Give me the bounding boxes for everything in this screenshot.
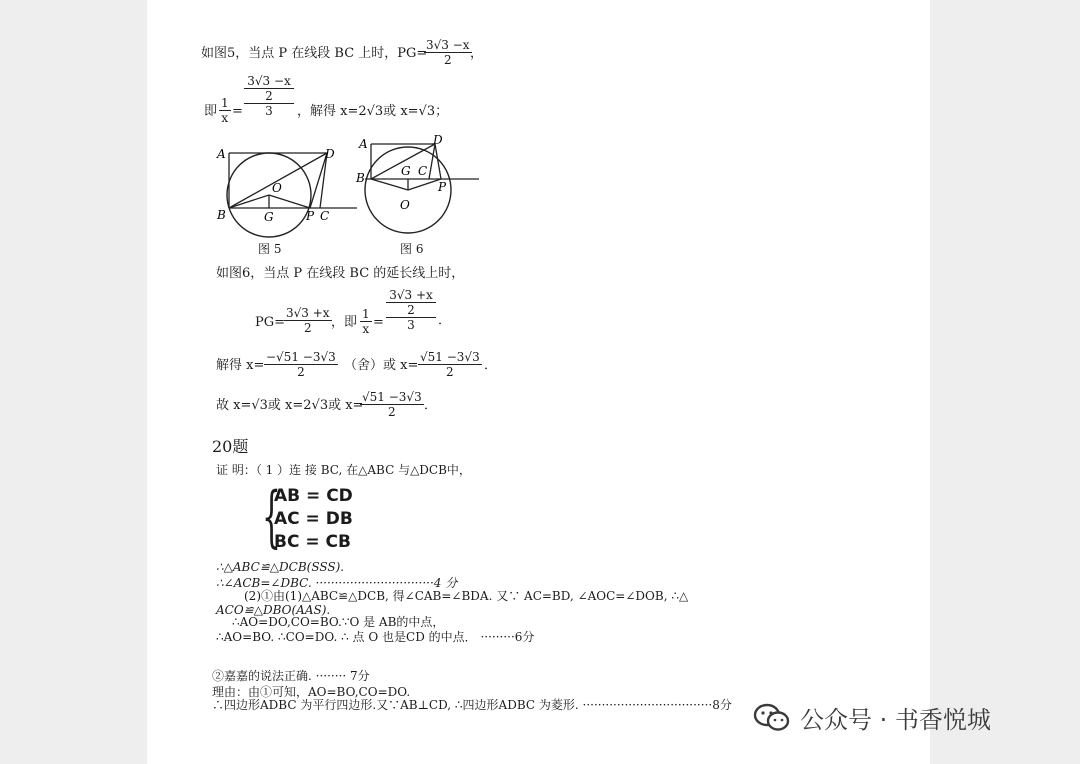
fig5-label-a: A [217,147,226,161]
eq2-inner-num: 3√3 +x [386,288,436,303]
eq2-lhs-num: 1 [362,307,370,321]
eq2-end: ． [438,313,452,328]
eq1-inner-num: 3√3 −x [244,74,294,89]
figure-6 [355,135,485,240]
fig6-line-dc [429,144,435,179]
proof-line-8: 理由：由①可知，AO=BO,CO=DO. [212,685,411,699]
case5-numerator: 3√3 −x [426,38,470,52]
pg6-prefix: PG= [255,315,286,330]
sol2-num: √51 −3√3 [420,350,480,364]
solution-mid: （舍）或 x= [344,358,419,373]
proof-line-6: ∴AO=BO. ∴CO=DO. ∴ 点 O 也是CD 的中点． ·········6分 [216,630,535,644]
brace-line-2: AC = DB [274,509,353,529]
brace-symbol: { [262,478,281,555]
fig5-label-c: C [320,209,330,223]
eq2-lhs [360,307,372,336]
wechat-icon [752,703,792,733]
fig6-label-p: P [438,180,447,194]
fig5-label-p: P [306,209,315,223]
figure-5 [212,140,362,240]
eq1-lhs-num: 1 [221,96,229,110]
fig6-label-a: A [359,137,368,151]
fig6-caption: 图 6 [400,242,424,256]
case5-end: ， [470,46,484,61]
question-20-title: 20题 [212,437,249,456]
eq2-outer-den: 3 [407,318,415,332]
solution-prefix: 解得 x= [216,358,265,373]
fig5-label-g: G [264,210,274,224]
eq1-solution: ，解得 x=2√3或 x=√3； [297,104,449,119]
fig5-label-o: O [272,181,282,195]
watermark-text: 公众号 · 书香悦城 [800,706,991,734]
conclusion-prefix: 故 x=√3或 x=2√3或 x= [216,398,364,413]
fig6-label-d: D [433,135,443,147]
proof-line-5: ∴AO=DO,CO=BO.∵O 是 AB的中点， [232,615,445,629]
brace-line-1: AB = CD [274,486,353,506]
eq1-lhs [219,96,231,125]
solution-fraction-1 [264,350,338,379]
pg6-mid: ，即 [331,315,358,330]
fig6-label-b: B [356,171,365,185]
eq1-prefix: 即 [204,104,218,119]
pg6-den: 2 [303,321,312,335]
fig6-line-bo [371,179,408,190]
pg6-fraction [284,306,332,335]
eq2-compound-fraction [386,288,436,332]
eq2-lhs-den: x [362,322,370,336]
brace-line-3: BC = CB [274,532,351,552]
fig6-label-c: C [418,164,428,178]
eq2-equals: = [373,315,384,330]
proof-intro: 证 明：（ 1 ）连 接 BC, 在△ABC 与△DCB中， [216,463,471,477]
case6-line: 如图6，当点 P 在线段 BC 的延长线上时， [216,266,465,281]
watermark [752,700,991,735]
proof-line-4: ACO≌△DBO(AAS). [216,603,331,617]
eq2-inner-den: 2 [386,303,436,318]
proof-line-1: ∴△ABC≌△DCB(SSS). [216,560,345,574]
case5-fraction [424,38,472,67]
conclusion-fraction [360,390,424,419]
solution-end: ． [484,358,498,373]
sol1-den: 2 [297,365,305,379]
fig6-label-g: G [401,164,411,178]
sol1-num: −√51 −3√3 [266,350,336,364]
eq1-compound-fraction [244,74,294,118]
eq1-lhs-den: x [221,111,229,125]
conclusion-end: ． [424,398,438,413]
eq1-inner-den: 2 [244,89,294,104]
eq1-outer-den: 3 [265,104,273,118]
fig5-label-d: D [325,147,335,161]
eq1-equals: = [232,104,243,119]
proof-line-9: ∴四边形ADBC 为平行四边形.又∵AB⊥CD, ∴四边形ADBC 为菱形. ··································8分 [212,698,732,712]
pg6-num: 3√3 +x [286,306,330,320]
proof-line-7: ②嘉嘉的说法正确. ········ 7分 [212,669,370,683]
concl-den: 2 [388,405,396,419]
solution-fraction-2 [418,350,482,379]
case5-denominator: 2 [443,53,452,67]
fig5-label-b: B [217,208,226,222]
case5-line: 如图5，当点 P 在线段 BC 上时，PG= [201,46,428,61]
sol2-den: 2 [446,365,454,379]
proof-line-3: (2)①由(1)△ABC≌△DCB, 得∠CAB=∠BDA. 又∵ AC=BD, ∠AOC=∠DOB, ∴△ [244,589,689,603]
concl-num: √51 −3√3 [362,390,422,404]
fig5-caption: 图 5 [258,242,282,256]
fig5-line-dc [320,153,327,208]
proof-line-2: ∴∠ACB=∠DBC. ·······························4 分 [216,576,458,590]
fig5-line-op [269,195,310,208]
fig6-line-op [408,179,441,190]
fig6-label-o: O [400,198,410,212]
